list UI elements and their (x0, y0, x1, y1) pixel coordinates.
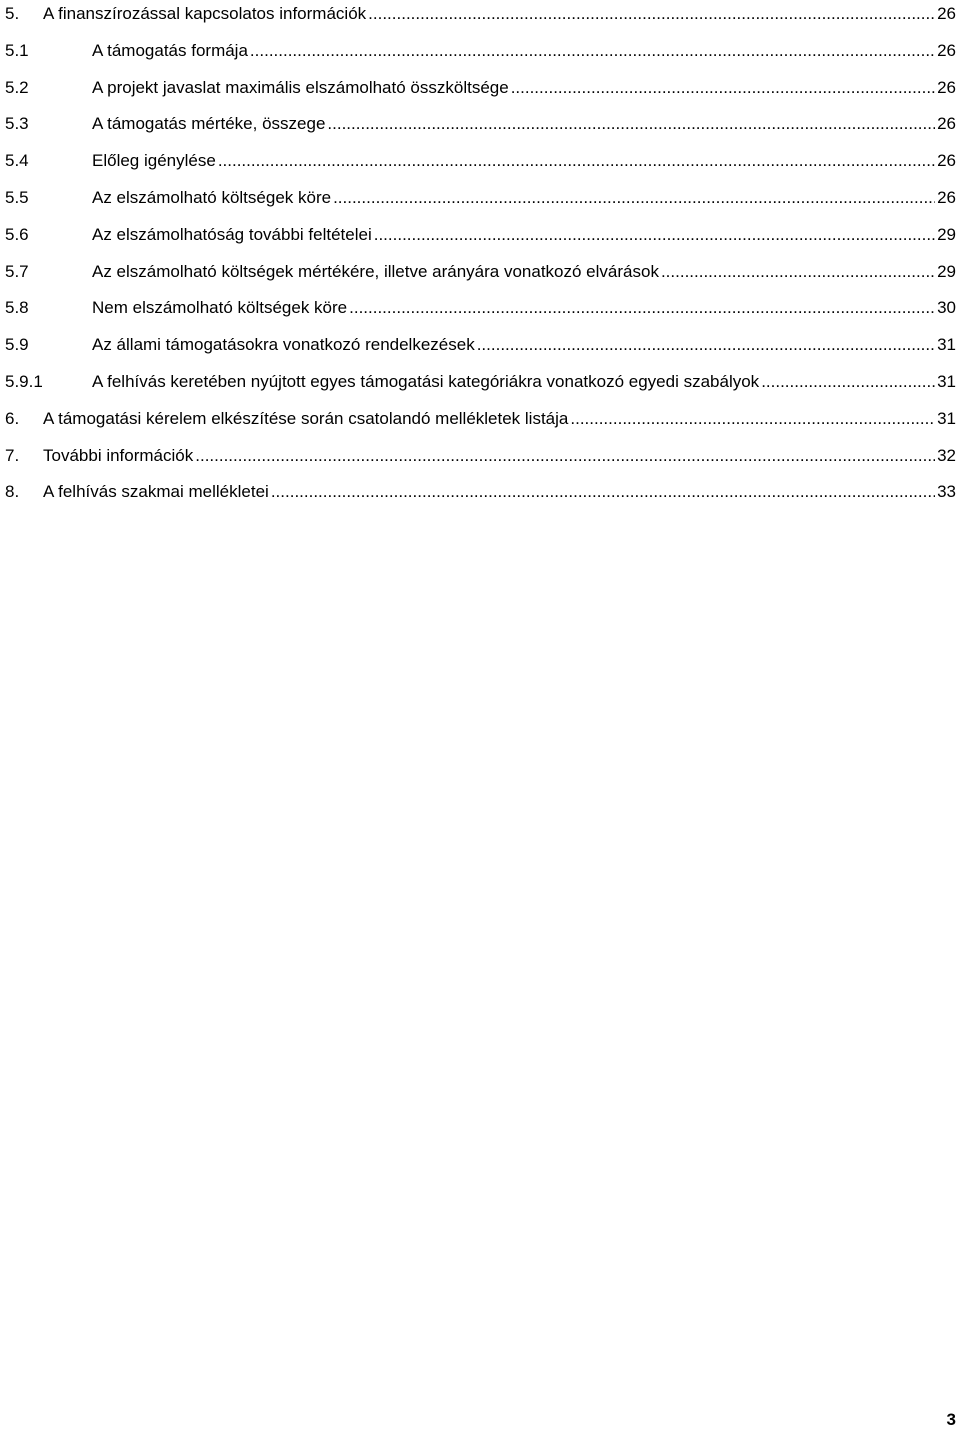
toc-entry-page: 33 (937, 482, 956, 502)
toc-entry-title: A felhívás keretében nyújtott egyes támogatási kategóriákra vonatkozó egyedi szabályok (92, 371, 760, 391)
toc-entry-page: 26 (937, 151, 956, 171)
toc-entry-page: 26 (937, 187, 956, 207)
toc-entry-title: A támogatási kérelem elkészítése során csatolandó mellékletek listája (43, 408, 569, 428)
toc-entry[interactable] (5, 478, 956, 515)
toc-entry-number: 5.6 (5, 224, 29, 244)
toc-entry[interactable] (5, 37, 956, 74)
toc-entry-number: 5.8 (5, 298, 29, 318)
toc-entry-page: 31 (937, 408, 956, 428)
toc-entry-number: 8. (5, 482, 20, 502)
toc-entry-title: A támogatás mértéke, összege (92, 114, 326, 134)
toc-entry-title: A felhívás szakmai mellékletei (43, 482, 269, 502)
toc-entry-number: 5.9 (5, 335, 29, 355)
toc-entry-number: 6. (5, 408, 20, 428)
toc-entry-page: 26 (937, 77, 956, 97)
toc-dot-leader (368, 0, 935, 28)
toc-entry-title: A projekt javaslat maximális elszámolható összköltsége (92, 77, 509, 97)
toc-dot-leader (250, 37, 935, 65)
toc-dot-leader (477, 331, 935, 359)
toc-dot-leader (349, 294, 935, 322)
toc-entry-page: 30 (937, 298, 956, 318)
page-number: 3 (946, 1410, 956, 1429)
toc-entry-title: Az elszámolható költségek mértékére, illetve arányára vonatkozó elvárások (92, 261, 659, 281)
toc-entry-number: 5.9.1 (5, 371, 43, 391)
toc-entry[interactable] (5, 405, 956, 442)
toc-entry[interactable] (5, 442, 956, 479)
toc-dot-leader (511, 74, 935, 102)
toc-entry[interactable] (5, 184, 956, 221)
toc-entry[interactable] (5, 0, 956, 37)
toc-entry-page: 31 (937, 371, 956, 391)
toc-dot-leader (218, 147, 935, 175)
toc-dot-leader (195, 442, 935, 470)
toc-entry-title: Előleg igénylése (92, 151, 216, 171)
toc-entry[interactable] (5, 147, 956, 184)
toc-entry-number: 5.2 (5, 77, 29, 97)
toc-entry[interactable] (5, 331, 956, 368)
toc-entry-title: További információk (43, 445, 194, 465)
toc-entry-number: 5.7 (5, 261, 29, 281)
toc-entry[interactable] (5, 368, 956, 405)
toc-dot-leader (374, 221, 935, 249)
toc-entry[interactable] (5, 258, 956, 295)
toc-dot-leader (661, 258, 935, 286)
toc-entry-title: A finanszírozással kapcsolatos információk (43, 4, 367, 23)
toc-entry[interactable] (5, 74, 956, 111)
toc-entry-title: A támogatás formája (92, 40, 248, 60)
toc-entry-number: 5.5 (5, 187, 29, 207)
toc-entry[interactable] (5, 221, 956, 258)
toc-entry-page: 32 (937, 445, 956, 465)
toc-dot-leader (327, 110, 935, 138)
toc-entry-page: 26 (937, 4, 956, 23)
toc-entry-title: Az elszámolhatóság további feltételei (92, 224, 372, 244)
toc-dot-leader (570, 405, 935, 433)
toc-entry-page: 29 (937, 261, 956, 281)
toc-entry[interactable] (5, 294, 956, 331)
table-of-contents (5, 0, 956, 515)
toc-entry-title: Az állami támogatásokra vonatkozó rendelkezések (92, 335, 475, 355)
toc-entry-number: 7. (5, 445, 20, 465)
toc-entry-title: Az elszámolható költségek köre (92, 187, 332, 207)
toc-entry-number: 5.1 (5, 40, 29, 60)
toc-entry-number: 5. (5, 4, 20, 23)
toc-entry-page: 26 (937, 40, 956, 60)
toc-entry-page: 29 (937, 224, 956, 244)
toc-entry-page: 31 (937, 335, 956, 355)
toc-entry[interactable] (5, 110, 956, 147)
toc-entry-number: 5.3 (5, 114, 29, 134)
toc-dot-leader (761, 368, 935, 396)
toc-entry-title: Nem elszámolható költségek köre (92, 298, 348, 318)
toc-dot-leader (333, 184, 935, 212)
toc-entry-number: 5.4 (5, 151, 29, 171)
toc-dot-leader (271, 478, 935, 506)
toc-entry-page: 26 (937, 114, 956, 134)
